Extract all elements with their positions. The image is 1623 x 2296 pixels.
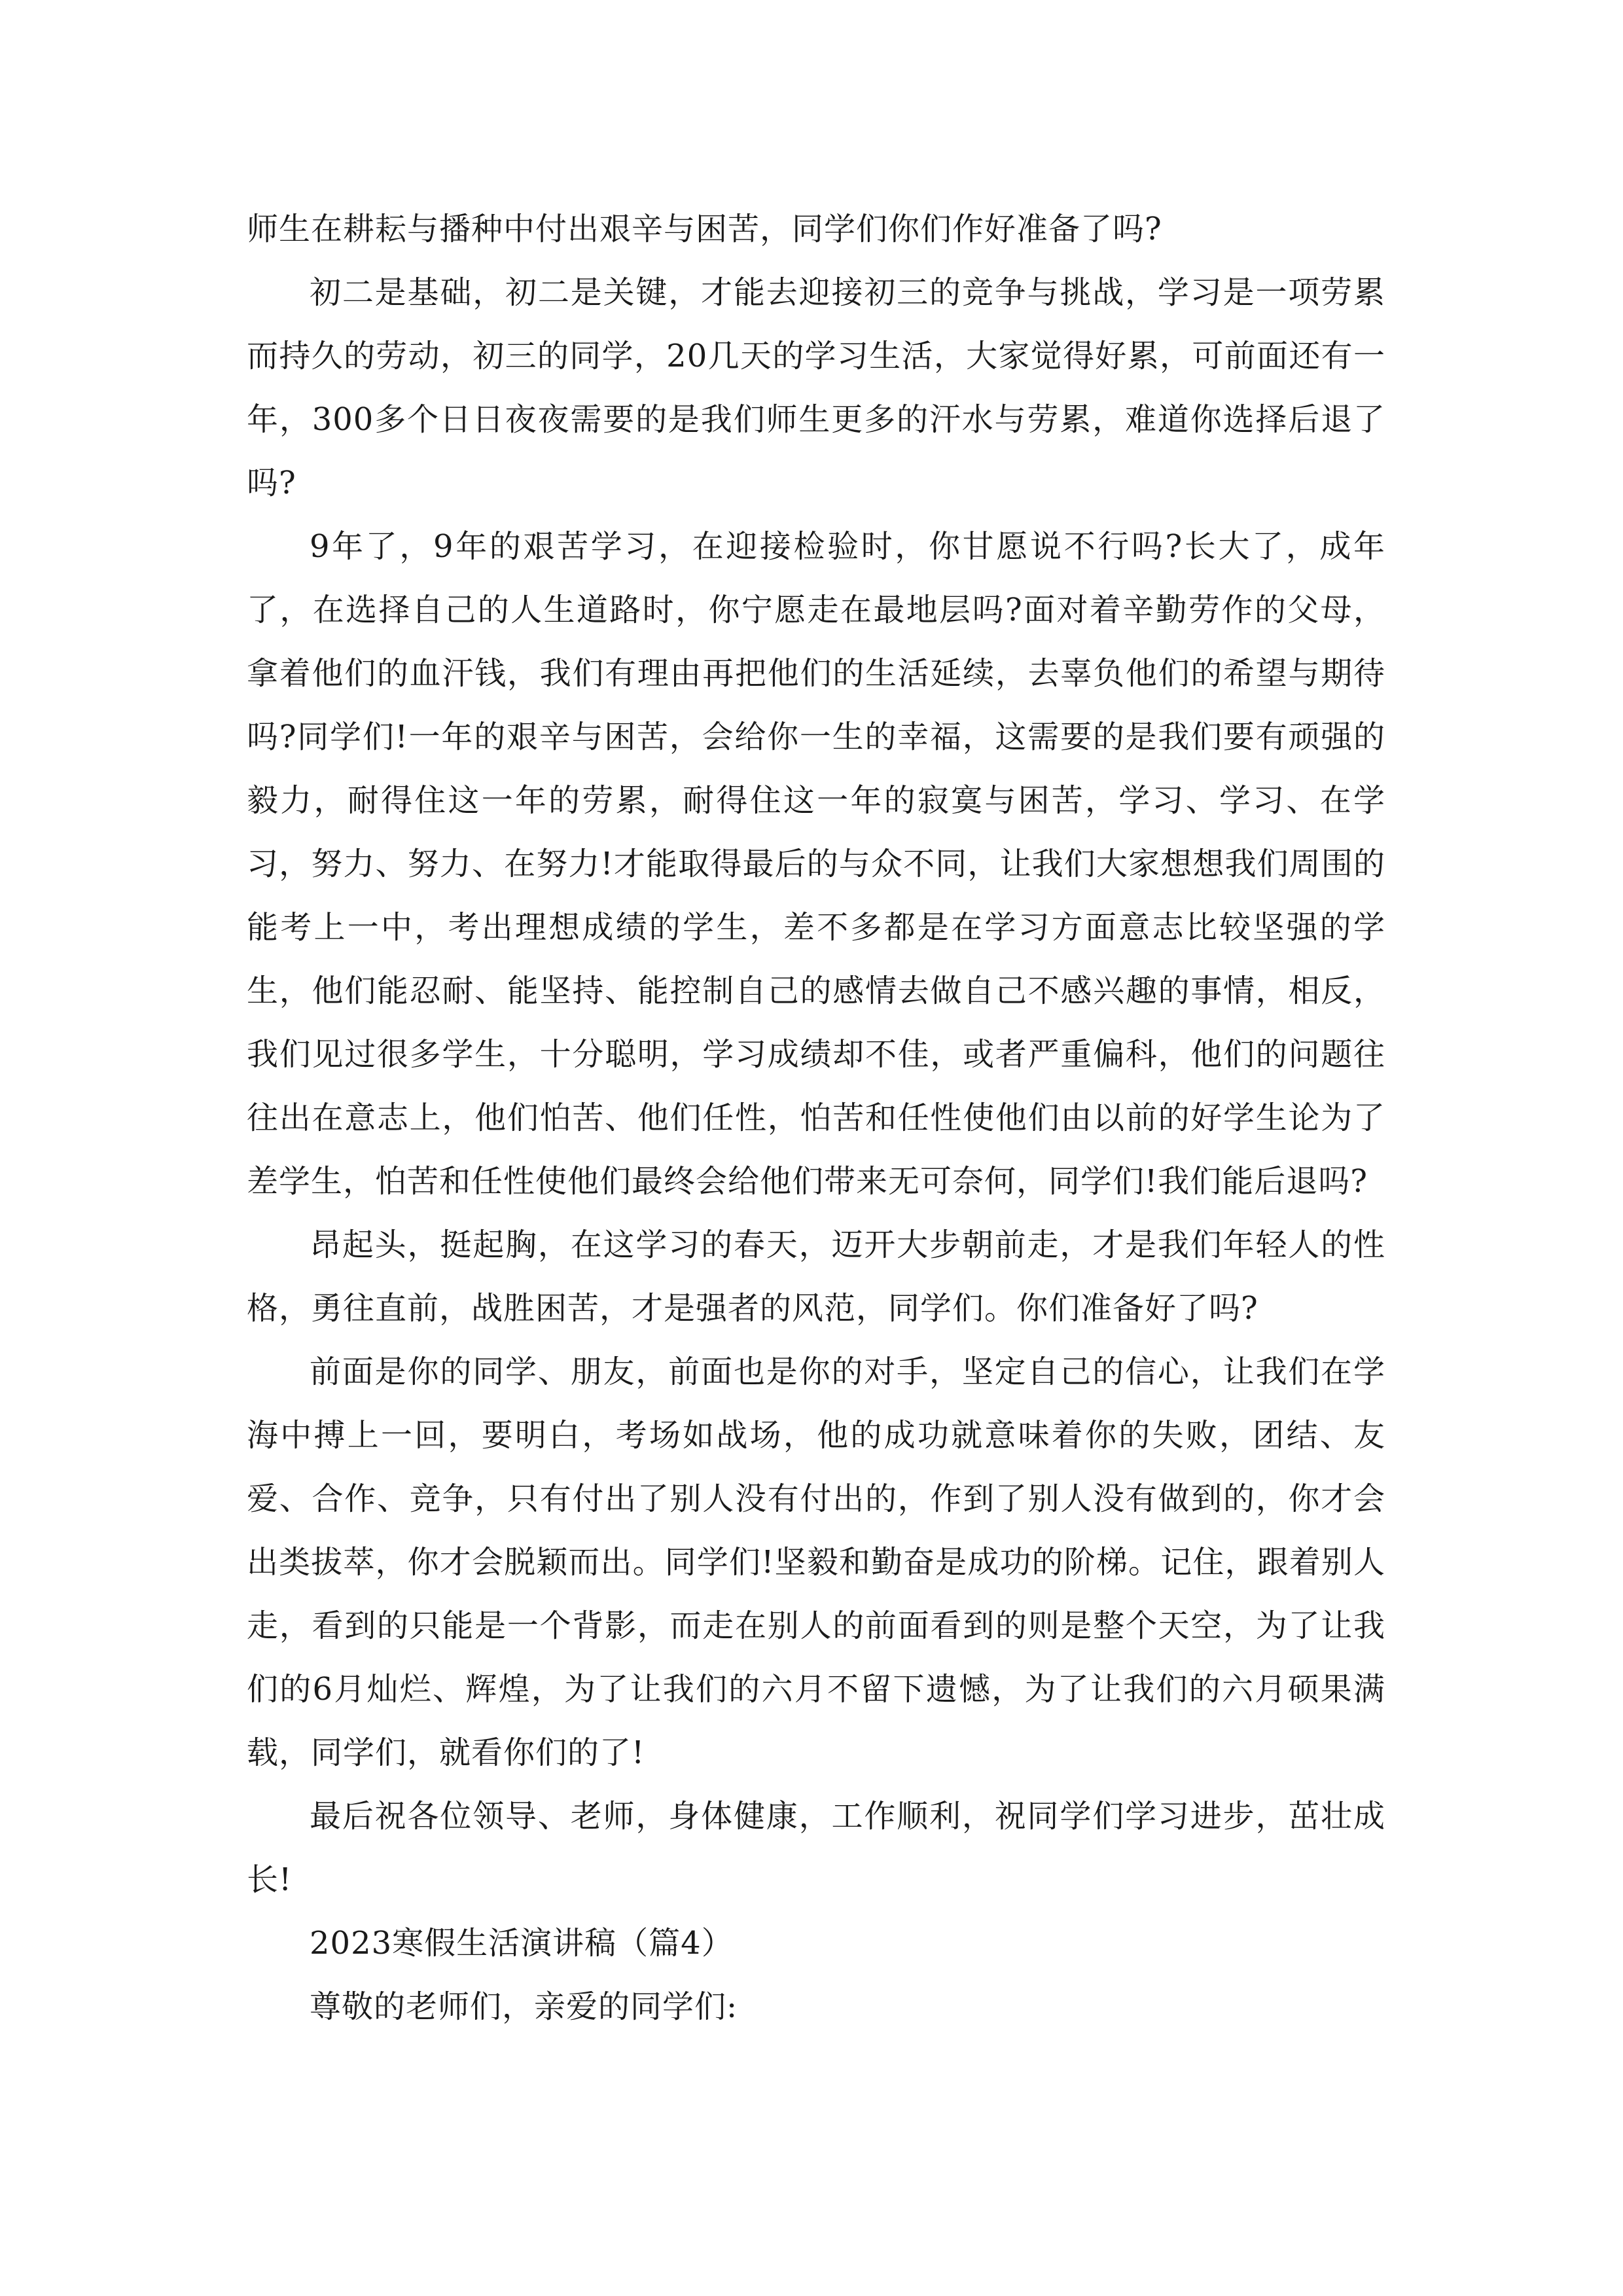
salutation: 尊敬的老师们，亲爱的同学们: <box>310 1988 738 2025</box>
paragraph-head-up: 昂起头，挺起胸，在这学习的春天，迈开大步朝前走，才是我们年轻人的性格，勇往直前，战胜困苦，才是强者的风范，同学们。你们准备好了吗? <box>247 1227 1385 1327</box>
paragraph-closing-wishes: 最后祝各位领导、老师，身体健康，工作顺利，祝同学们学习进步，茁壮成长! <box>247 1798 1385 1898</box>
paragraph-nine-years: 9年了，9年的艰苦学习，在迎接检验时，你甘愿说不行吗?长大了，成年了，在选择自己的人生道路时，你宁愿走在最地层吗?面对着辛勤劳作的父母，拿着他们的血汗钱，我们有理由再把他们的生活延续，去辜负他们的希望与期待吗?同学们!一年的艰辛与困苦，会给你一生的幸福，这需要的是我们要有顽强的毅力，耐得住这一年的劳累，耐得住这一年的寂寞与困苦，学习、学习、在学习，努力、努力、在努力!才能取得最后的与众不同，让我们大家想想我们周围的能考上一中，考出理想成绩的学生，差不多都是在学习方面意志比较坚强的学生，他们能忍耐、能坚持、能控制自己的感情去做自己不感兴趣的事情，相反，我们见过很多学生，十分聪明，学习成绩却不佳，或者严重偏科，他们的问题往往出在意志上，他们怕苦、他们任性，怕苦和任性使他们由以前的好学生论为了差学生，怕苦和任性使他们最终会给他们带来无可奈何，同学们!我们能后退吗? <box>247 528 1385 1200</box>
paragraph-grade-two: 初二是基础，初二是关键，才能去迎接初三的竞争与挑战，学习是一项劳累而持久的劳动，初三的同学，20几天的学习生活，大家觉得好累，可前面还有一年，300多个日日夜夜需要的是我们师生更多的汗水与劳累，难道你选择后退了吗? <box>247 274 1385 501</box>
section-heading: 2023寒假生活演讲稿（篇4） <box>310 1925 734 1962</box>
paragraph-classmates-rivals: 前面是你的同学、朋友，前面也是你的对手，坚定自己的信心，让我们在学海中搏上一回，要明白，考场如战场，他的成功就意味着你的失败，团结、友爱、合作、竞争，只有付出了别人没有付出的，作到了别人没有做到的，你才会出类拔萃，你才会脱颖而出。同学们!坚毅和勤奋是成功的阶梯。记住，跟着别人走，看到的只能是一个背影，而走在别人的前面看到的则是整个天空，为了让我们的6月灿烂、辉煌，为了让我们的六月不留下遗憾，为了让我们的六月硕果满载，同学们，就看你们的了! <box>247 1354 1385 1771</box>
document-body <box>247 198 1385 2039</box>
paragraph-continuation: 师生在耕耘与播种中付出艰辛与困苦，同学们你们作好准备了吗? <box>247 211 1162 247</box>
